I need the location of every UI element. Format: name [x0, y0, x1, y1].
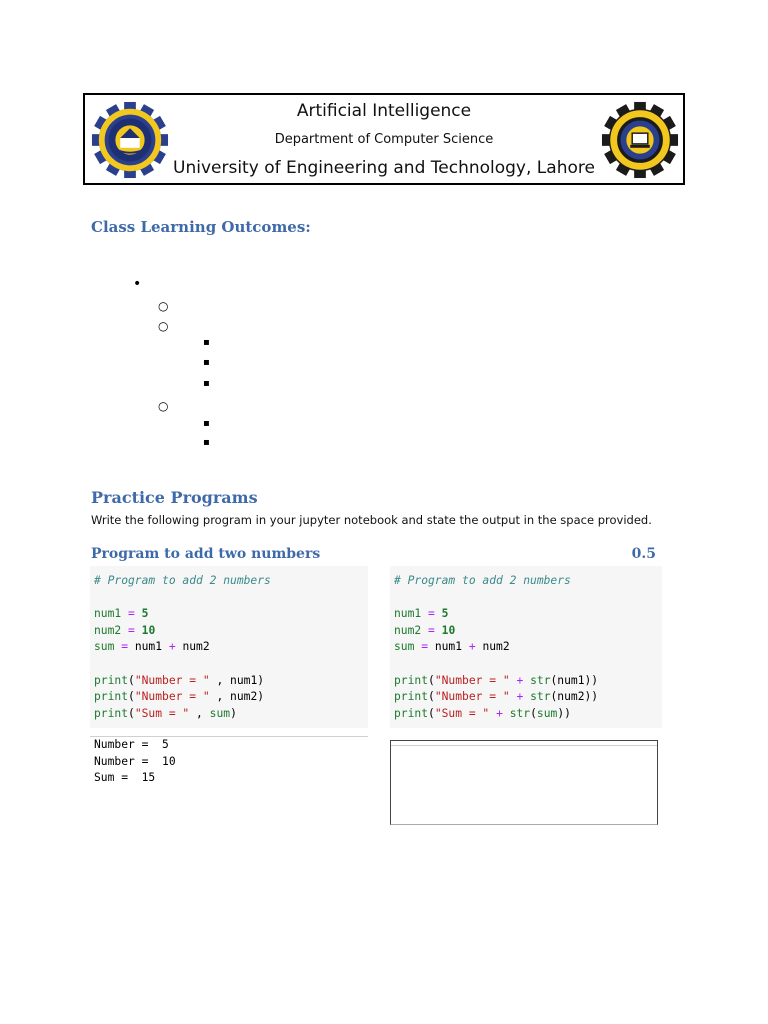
code-line: sum = num1 + num2	[394, 640, 510, 654]
list-bullet: ▪	[203, 357, 210, 368]
code-line: num1 = 5	[394, 607, 449, 621]
output-line: Number = 10	[94, 754, 176, 768]
university-name: University of Engineering and Technology, Lahore	[173, 158, 595, 178]
code-line	[394, 656, 658, 673]
code-line: print("Number = " , num2)	[94, 690, 265, 704]
marks-value: 0.5	[631, 546, 656, 562]
document-header	[83, 93, 685, 185]
code-cell-left	[90, 566, 368, 728]
instructions-text: Write the following program in your jupyter notebook and state the output in the space provided.	[91, 513, 652, 527]
list-bullet: ▪	[203, 378, 210, 389]
code-line: sum = num1 + num2	[94, 640, 210, 654]
course-title: Artificial Intelligence	[296, 101, 472, 121]
list-bullet: ○	[158, 399, 169, 413]
outcomes-heading: Class Learning Outcomes:	[91, 218, 311, 236]
code-line	[94, 656, 364, 673]
list-bullet: ○	[158, 299, 169, 313]
code-cell-right	[390, 566, 662, 728]
code-line: num2 = 10	[94, 623, 156, 637]
code-line: print("Number = " + str(num1))	[394, 673, 599, 687]
code-line: # Program to add 2 numbers	[394, 574, 571, 587]
answer-space[interactable]	[390, 740, 658, 825]
output-line: Number = 5	[94, 738, 169, 751]
code-line: num2 = 10	[394, 623, 456, 637]
department-name: Department of Computer Science	[274, 132, 494, 147]
code-line: print("Number = " + str(num2))	[394, 690, 599, 704]
output-line: Sum = 15	[94, 771, 156, 785]
output-cell-left	[90, 736, 368, 792]
answer-space-divider	[391, 745, 657, 746]
list-bullet: ▪	[203, 418, 210, 429]
list-bullet: ▪	[203, 337, 210, 348]
code-line: print("Number = " , num1)	[94, 673, 265, 687]
code-line: num1 = 5	[94, 607, 149, 621]
code-line: print("Sum = " , sum)	[94, 706, 237, 720]
program-title: Program to add two numbers	[91, 546, 321, 562]
code-line: # Program to add 2 numbers	[94, 574, 271, 587]
practice-heading: Practice Programs	[91, 488, 258, 507]
code-line	[94, 590, 364, 607]
list-bullet: ▪	[203, 437, 210, 448]
code-line	[394, 590, 658, 607]
computer-science-seal-icon	[601, 101, 679, 179]
list-bullet: ○	[158, 319, 169, 333]
code-line: print("Sum = " + str(sum))	[394, 706, 571, 720]
list-bullet: •	[133, 276, 142, 292]
